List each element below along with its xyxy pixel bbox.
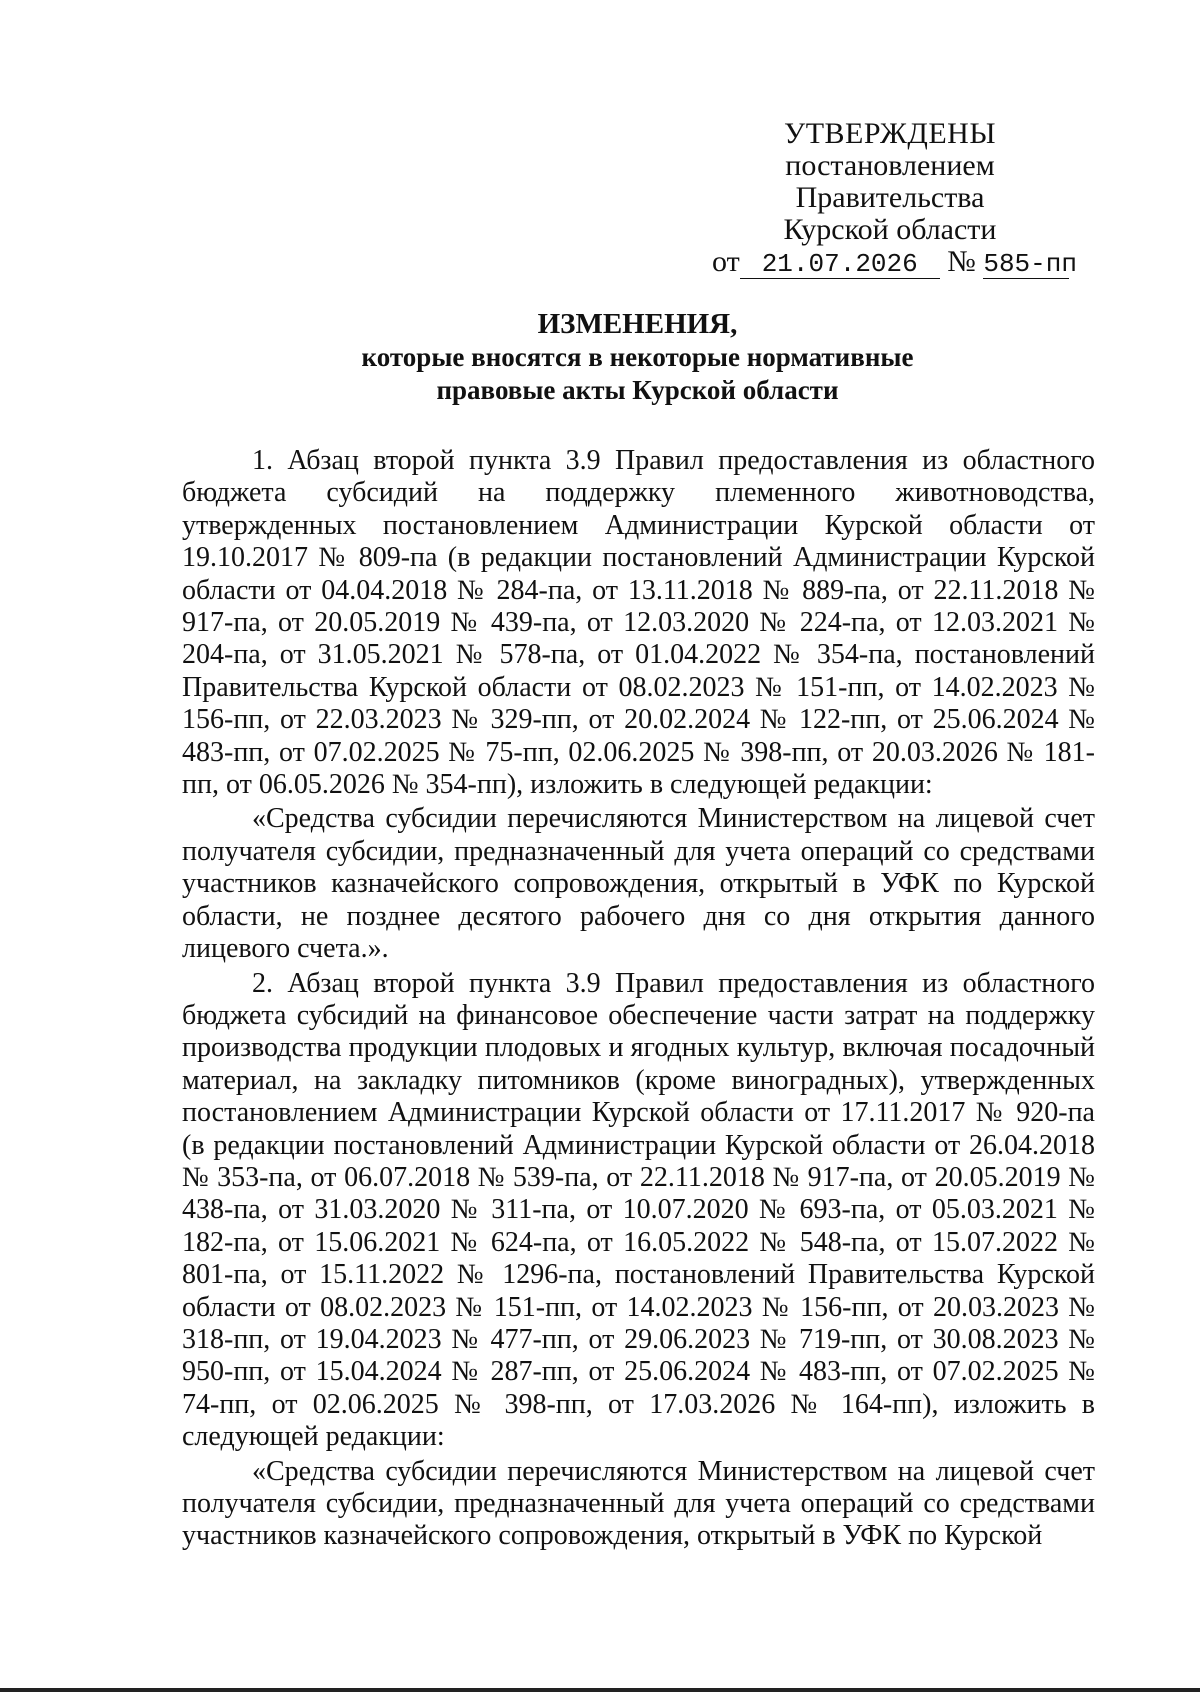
document-body — [182, 445, 1095, 1553]
paragraph-2: 2. Абзац второй пункта 3.9 Правил предоставления из областного бюджета субсидий на финансовое обеспечение части затрат на поддержку производства продукции плодовых и ягодных культур, включая посадочный материал, на закладку питомников (кроме виноградных), утвержденных постановлением Администрации Курской области от 17.11.2017 № 920-па (в редакции постановлений Администрации Курской области от 26.04.2018 № 353-па, от 06.07.2018 № 539-па, от 22.11.2018 № 917-па, от 20.05.2019 № 438-па, от 31.03.2020 № 311-па, от 10.07.2020 № 693-па, от 05.03.2021 № 182-па, от 15.06.2021 № 624-па, от 16.05.2022 № 548-па, от 15.07.2022 № 801-па, от 15.11.2022 № 1296-па, постановлений Правительства Курской области от 08.02.2023 № 151-пп, от 14.02.2023 № 156-пп, от 20.03.2023 № 318-пп, от 19.04.2023 № 477-пп, от 29.06.2023 № 719-пп, от 30.08.2023 № 950-пп, от 15.04.2024 № 287-пп, от 25.06.2024 № 483-пп, от 07.02.2025 № 74-пп, от 02.06.2025 № 398-пп, от 17.03.2026 № 164-пп), изложить в следующей редакции: — [182, 967, 1095, 1453]
approval-title: УТВЕРЖДЕНЫ — [783, 117, 997, 150]
document-title: ИЗМЕНЕНИЯ, — [537, 308, 738, 340]
date-prefix: от — [712, 245, 740, 278]
paragraph-1-quote: «Средства субсидии перечисляются Министерством на лицевой счет получателя субсидии, предназначенный для учета операций со средствами участников казначейского сопровождения, открытый в УФК по Курской области, не позднее десятого рабочего дня со дня открытия данного лицевого счета.». — [182, 803, 1095, 965]
document-subtitle-line-2: правовые акты Курской области — [436, 375, 839, 405]
approval-line-2: Курской области — [783, 213, 997, 246]
paragraph-1: 1. Абзац второй пункта 3.9 Правил предоставления из областного бюджета субсидий на поддержку племенного животноводства, утвержденных постановлением Администрации Курской области от 19.10.2017 № 809-па (в редакции постановлений Администрации Курской области от 04.04.2018 № 284-па, от 13.11.2018 № 889-па, от 22.11.2018 № 917-па, от 20.05.2019 № 439-па, от 12.03.2020 № 224-па, от 12.03.2021 № 204-па, от 31.05.2021 № 578-па, от 01.04.2022 № 354-па, постановлений Правительства Курской области от 08.02.2023 № 151-пп, от 14.02.2023 № 156-пп, от 22.03.2023 № 329-пп, от 20.02.2024 № 122-пп, от 25.06.2024 № 483-пп, от 07.02.2025 № 75-пп, 02.06.2025 № 398-пп, от 20.03.2026 № 181-пп, от 06.05.2026 № 354-пп), изложить в следующей редакции: — [182, 445, 1095, 801]
approval-stamp — [690, 118, 1090, 279]
number-prefix: № — [947, 245, 976, 278]
scan-edge-line — [0, 1688, 1200, 1692]
paragraph-2-quote: «Средства субсидии перечисляются Министерством на лицевой счет получателя субсидии, предназначенный для учета операций со средствами участников казначейского сопровождения, открытый в УФК по Курской — [182, 1455, 1095, 1552]
approval-number: 585-пп — [983, 249, 1077, 279]
document-subtitle-line-1: которые вносятся в некоторые нормативные — [361, 342, 914, 372]
approval-line-1: постановлением Правительства — [785, 149, 995, 214]
approval-date: 21.07.2026 — [740, 250, 940, 279]
document-heading — [180, 308, 1095, 407]
approval-date-line — [690, 246, 1090, 279]
